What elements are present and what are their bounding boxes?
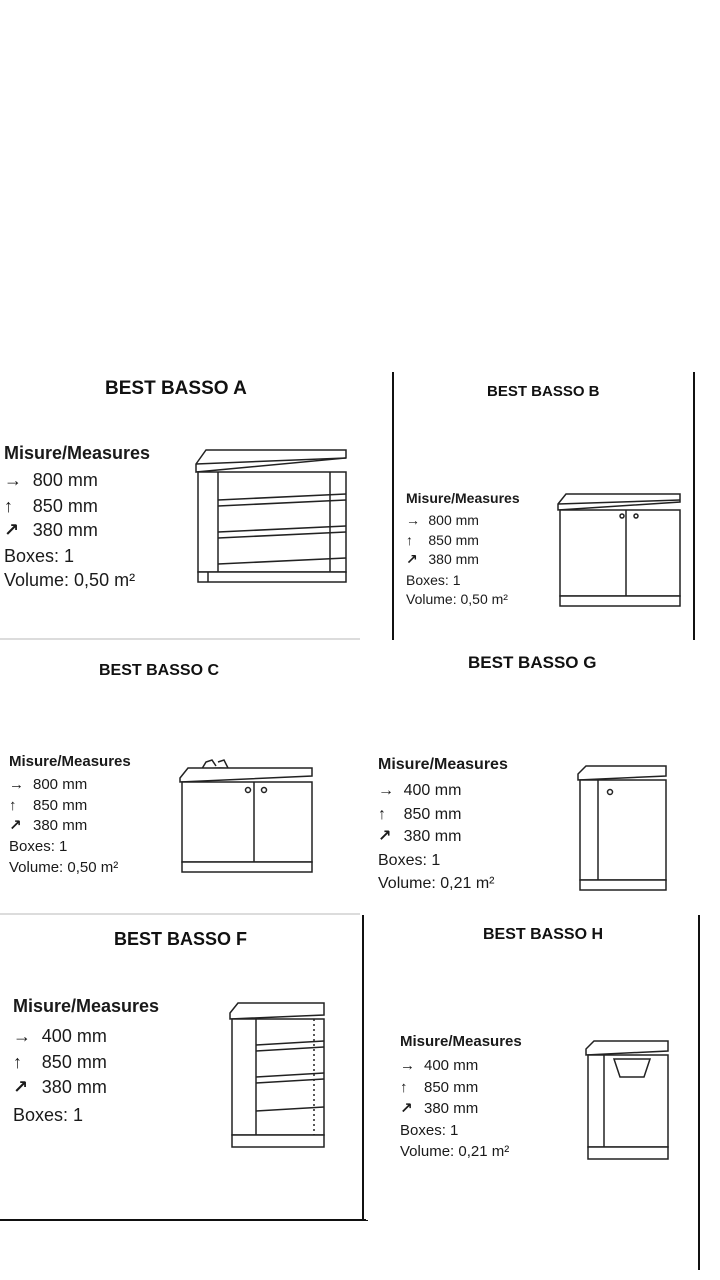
- height-arrow-icon: ↑: [406, 532, 413, 548]
- height-value: 850 mm: [32, 496, 98, 516]
- width-arrow-icon: →: [9, 776, 24, 793]
- depth-arrow-icon: ↗: [9, 817, 22, 834]
- boxes-count: Boxes: 1: [4, 546, 75, 566]
- boxes-count: Boxes: 1: [378, 852, 441, 869]
- border-line: [362, 915, 364, 1221]
- measures-heading: Misure/Measures: [378, 756, 508, 773]
- depth-arrow-icon: ↗: [406, 551, 418, 567]
- width-value: 400 mm: [403, 782, 462, 799]
- product-title: BEST BASSO F: [114, 929, 248, 949]
- product-card-c: [0, 642, 360, 914]
- two-door-cabinet-illustration: [556, 494, 682, 608]
- open-shelf-cabinet-illustration: [192, 450, 350, 586]
- width-arrow-icon: →: [13, 1026, 31, 1046]
- depth-arrow-icon: ↗: [400, 1100, 413, 1117]
- volume-value: Volume: 0,50 m²: [9, 859, 119, 876]
- height-arrow-icon: ↑: [378, 806, 386, 823]
- depth-value: 380 mm: [41, 1077, 107, 1097]
- depth-arrow-icon: ↗: [4, 520, 20, 540]
- depth-value: 380 mm: [32, 520, 98, 540]
- product-title: BEST BASSO B: [487, 383, 600, 400]
- spec-list: [378, 757, 508, 892]
- depth-value: 380 mm: [428, 551, 479, 567]
- measures-heading: Misure/Measures: [9, 753, 131, 770]
- narrow-open-shelf-illustration: [228, 1001, 328, 1151]
- width-value: 800 mm: [32, 470, 98, 490]
- single-door-cabinet-illustration: [576, 764, 668, 894]
- sink-cabinet-illustration: [178, 758, 314, 874]
- width-arrow-icon: →: [4, 470, 22, 490]
- measures-heading: Misure/Measures: [4, 443, 151, 463]
- width-value: 800 mm: [428, 512, 479, 528]
- volume-value: Volume: 0,50 m²: [406, 591, 508, 607]
- product-card-f: [0, 915, 362, 1220]
- bin-cabinet-illustration: [584, 1039, 670, 1163]
- depth-value: 380 mm: [403, 828, 462, 845]
- depth-value: 380 mm: [33, 817, 88, 834]
- measures-heading: Misure/Measures: [406, 490, 520, 506]
- product-card-h: [366, 915, 698, 1220]
- spec-list: [400, 1034, 522, 1159]
- product-title: BEST BASSO H: [483, 926, 604, 943]
- boxes-count: Boxes: 1: [9, 838, 68, 855]
- volume-value: Volume: 0,50 m²: [4, 570, 136, 590]
- height-arrow-icon: ↑: [4, 496, 13, 516]
- spec-list: [13, 997, 159, 1124]
- height-value: 850 mm: [403, 806, 462, 823]
- height-value: 850 mm: [41, 1052, 107, 1072]
- width-arrow-icon: →: [406, 512, 420, 528]
- height-value: 850 mm: [424, 1079, 479, 1096]
- volume-value: Volume: 0,21 m²: [400, 1143, 510, 1160]
- volume-value: Volume: 0,21 m²: [378, 875, 495, 892]
- width-arrow-icon: →: [378, 782, 394, 799]
- width-value: 800 mm: [33, 776, 88, 793]
- boxes-count: Boxes: 1: [13, 1105, 84, 1125]
- border-line: [0, 1219, 368, 1221]
- spec-list: [4, 444, 150, 589]
- border-line: [693, 372, 695, 640]
- width-arrow-icon: →: [400, 1057, 415, 1074]
- divider: [0, 638, 360, 640]
- height-arrow-icon: ↑: [400, 1079, 408, 1096]
- spec-list: [9, 754, 131, 875]
- depth-arrow-icon: ↗: [13, 1077, 29, 1097]
- boxes-count: Boxes: 1: [406, 572, 461, 588]
- boxes-count: Boxes: 1: [400, 1122, 459, 1139]
- product-card-g: [362, 642, 700, 914]
- product-title: BEST BASSO G: [468, 653, 597, 672]
- height-arrow-icon: ↑: [9, 797, 17, 814]
- product-card-a: [0, 364, 360, 640]
- height-value: 850 mm: [428, 532, 479, 548]
- border-line: [698, 915, 700, 1270]
- product-title: BEST BASSO C: [99, 662, 220, 679]
- width-value: 400 mm: [424, 1057, 479, 1074]
- height-value: 850 mm: [33, 797, 88, 814]
- depth-value: 380 mm: [424, 1100, 479, 1117]
- measures-heading: Misure/Measures: [400, 1033, 522, 1050]
- product-card-b: [394, 364, 693, 640]
- width-value: 400 mm: [41, 1026, 107, 1046]
- height-arrow-icon: ↑: [13, 1052, 22, 1072]
- product-title: BEST BASSO A: [105, 378, 247, 399]
- measures-heading: Misure/Measures: [13, 996, 160, 1016]
- depth-arrow-icon: ↗: [378, 828, 392, 845]
- spec-list: [406, 491, 520, 606]
